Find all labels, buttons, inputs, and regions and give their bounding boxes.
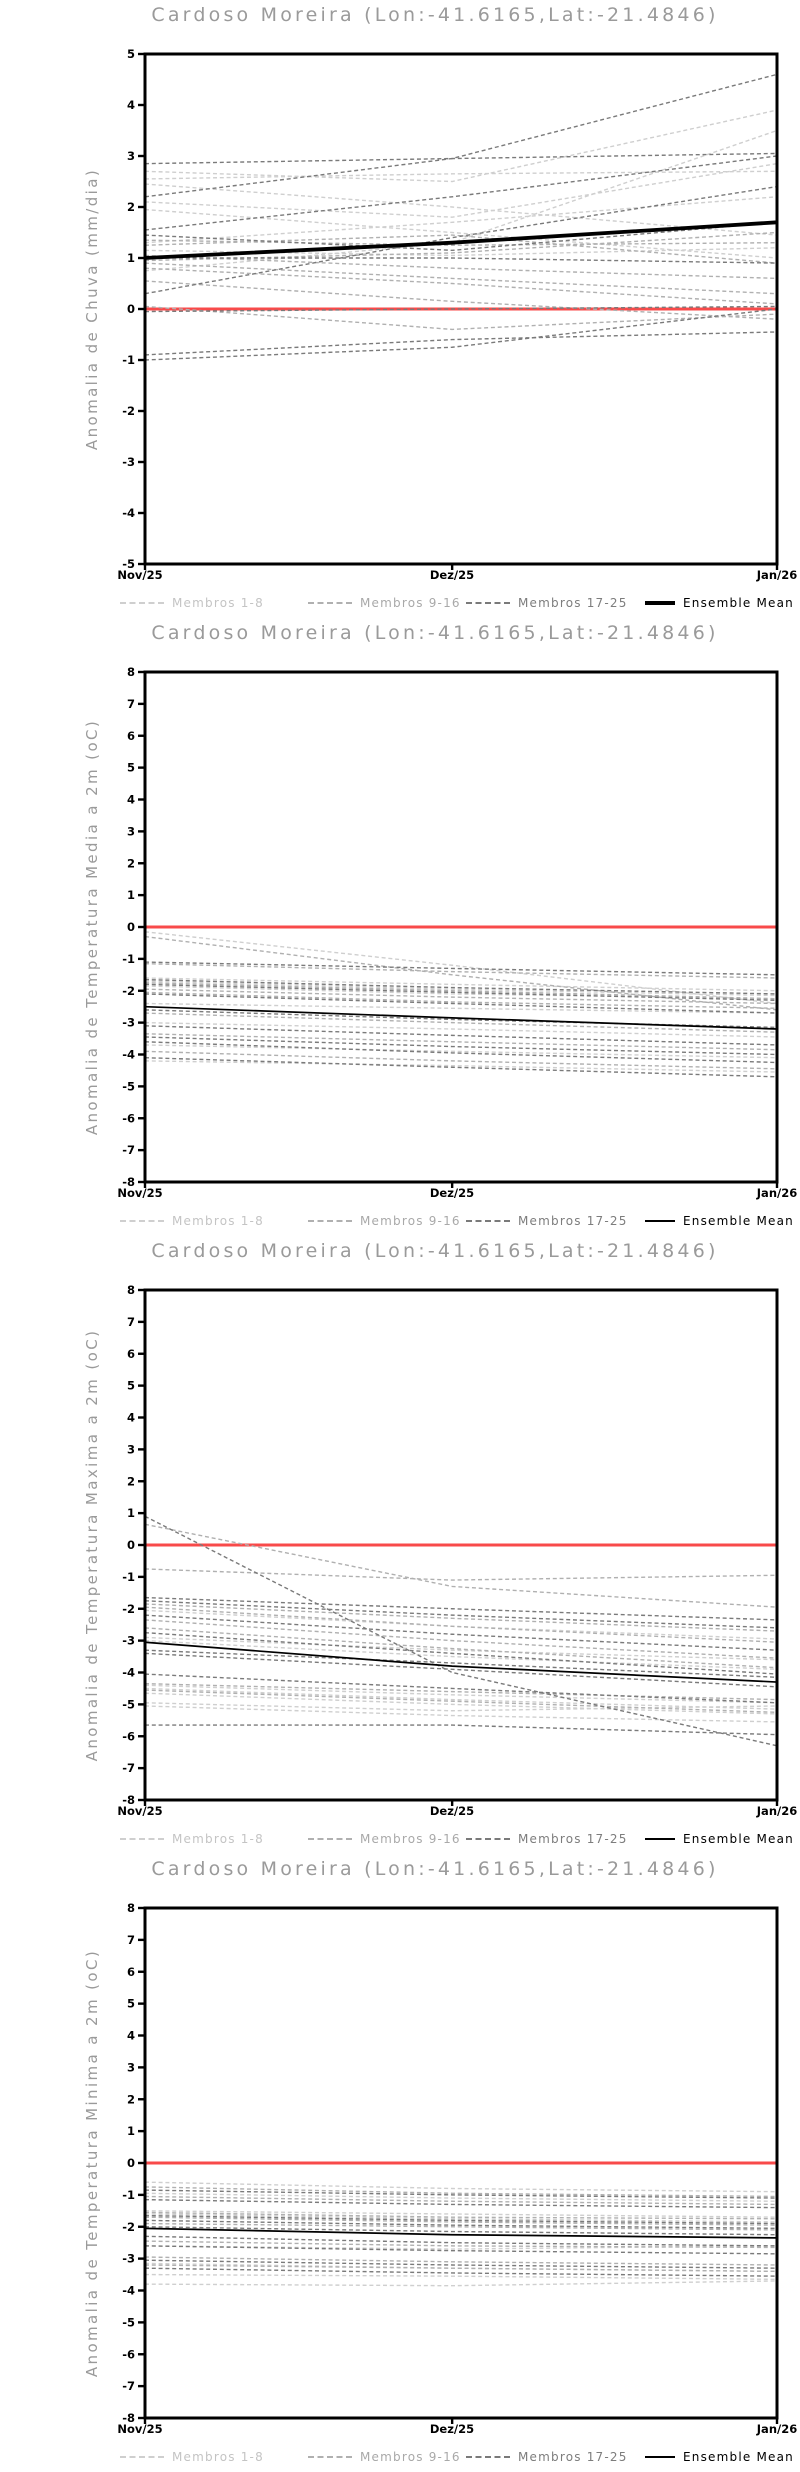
legend-item-membros-17-25 (466, 2450, 628, 2464)
legend-item-membros-1-8 (120, 1214, 264, 1228)
solid-line-sample-icon (645, 1838, 675, 1840)
y-tick-label: 4 (126, 98, 135, 112)
solid-line-sample-icon (645, 601, 675, 605)
dashed-line-sample-icon (466, 1220, 510, 1222)
y-tick-label: -7 (122, 1761, 135, 1776)
member-line-membros_1_8 (145, 110, 777, 181)
y-tick-label: 2 (126, 200, 135, 214)
member-line-membros_9_16 (145, 1524, 777, 1607)
legend-label: Ensemble Mean (683, 596, 794, 610)
x-tick-label-dez: Dez/25 (429, 2422, 475, 2436)
y-tick-label: 6 (126, 1346, 135, 1361)
y-tick-label: 7 (126, 1932, 135, 1947)
y-tick-label: 8 (126, 665, 135, 679)
y-tick-label: -5 (122, 557, 135, 571)
solid-line-sample-icon (645, 1220, 675, 1222)
y-tick-label: 4 (126, 792, 135, 807)
y-tick-label: 0 (126, 920, 135, 934)
legend-label: Membros 9-16 (360, 1832, 461, 1846)
legend-label: Membros 9-16 (360, 1214, 461, 1228)
y-tick-label: -4 (122, 2283, 135, 2298)
y-tick-label: 3 (126, 149, 135, 163)
member-line-membros_9_16 (145, 2265, 777, 2271)
member-line-membros_1_8 (145, 171, 777, 179)
y-tick-label: -6 (122, 1111, 135, 1126)
legend-label: Ensemble Mean (683, 2450, 794, 2464)
legend-item-membros-1-8 (120, 596, 264, 610)
member-line-membros_9_16 (145, 1620, 777, 1658)
y-tick-label: 5 (126, 1996, 135, 2011)
y-tick-label: -3 (122, 1633, 135, 1648)
x-tick-label-jan: Jan/26 (756, 2422, 798, 2436)
y-tick-label: 2 (126, 1474, 135, 1489)
member-line-membros_1_8 (145, 1706, 777, 1722)
precipitation-anomaly-plot (0, 0, 800, 618)
dashed-line-sample-icon (120, 2456, 164, 2458)
chart-block-min-temperature (0, 1854, 800, 2472)
y-tick-label: 0 (126, 1538, 135, 1552)
member-line-membros_17_25 (145, 153, 777, 163)
legend-item-membros-17-25 (466, 1214, 628, 1228)
legend-label: Membros 17-25 (518, 2450, 628, 2464)
member-line-membros_9_16 (145, 2257, 777, 2265)
y-axis-label: Anomalia de Temperatura Maxima a 2m (oC) (83, 1328, 101, 1762)
y-tick-label: 2 (126, 856, 135, 871)
member-line-membros_17_25 (145, 258, 777, 263)
member-line-membros_17_25 (145, 2268, 777, 2276)
member-line-membros_1_8 (145, 2211, 777, 2217)
dashed-line-sample-icon (466, 2456, 510, 2458)
legend-label: Membros 1-8 (172, 1832, 264, 1846)
y-tick-label: 8 (126, 1901, 135, 1915)
dashed-line-sample-icon (120, 602, 164, 604)
member-line-membros_17_25 (145, 980, 777, 994)
dashed-line-sample-icon (308, 2456, 352, 2458)
y-tick-label: -5 (122, 2315, 135, 2330)
chart-block-max-temperature (0, 1236, 800, 1854)
y-tick-label: -2 (122, 983, 135, 998)
x-tick-label-dez: Dez/25 (429, 1186, 475, 1200)
legend-label: Membros 17-25 (518, 1832, 628, 1846)
legend (0, 1214, 800, 1234)
y-tick-label: -6 (122, 1729, 135, 1744)
y-tick-label: -6 (122, 2347, 135, 2362)
y-tick-label: 4 (126, 2028, 135, 2043)
y-axis-label: Anomalia de Chuva (mm/dia) (83, 167, 101, 451)
legend (0, 596, 800, 616)
y-tick-label: 0 (126, 2156, 135, 2170)
x-tick-label-nov: Nov/25 (117, 1804, 163, 1818)
x-tick-label-nov: Nov/25 (117, 568, 163, 582)
y-tick-label: 2 (126, 2092, 135, 2107)
x-tick-label-jan: Jan/26 (756, 1186, 798, 1200)
y-tick-label: 3 (126, 1442, 135, 1457)
y-tick-label: -3 (122, 2251, 135, 2266)
y-tick-label: 8 (126, 1283, 135, 1297)
member-line-membros_17_25 (145, 74, 777, 196)
legend-label: Membros 1-8 (172, 596, 264, 610)
member-line-membros_1_8 (145, 2182, 777, 2192)
legend-item-membros-9-16 (308, 596, 461, 610)
y-tick-label: -1 (122, 353, 135, 367)
member-line-membros_17_25 (145, 1598, 777, 1620)
y-tick-label: -8 (122, 1793, 135, 1807)
y-tick-label: 6 (126, 728, 135, 743)
member-line-membros_17_25 (145, 1674, 777, 1703)
member-line-membros_9_16 (145, 1569, 777, 1580)
legend-label: Membros 17-25 (518, 596, 628, 610)
mean-temperature-anomaly-plot (0, 618, 800, 1236)
x-tick-label-jan: Jan/26 (756, 568, 798, 582)
y-tick-label: 5 (126, 1378, 135, 1393)
y-tick-label: -1 (122, 1569, 135, 1584)
chart-title: Cardoso Moreira (Lon:-41.6165,Lat:-21.4846) (151, 4, 719, 26)
y-tick-label: -2 (122, 1601, 135, 1616)
legend-item-membros-9-16 (308, 2450, 461, 2464)
legend-label: Membros 1-8 (172, 2450, 264, 2464)
y-tick-label: 1 (126, 251, 135, 265)
member-line-membros_9_16 (145, 255, 777, 278)
y-tick-label: -1 (122, 2187, 135, 2202)
y-tick-label: 7 (126, 696, 135, 711)
legend-label: Ensemble Mean (683, 1214, 794, 1228)
dashed-line-sample-icon (308, 1838, 352, 1840)
dashed-line-sample-icon (308, 1220, 352, 1222)
dashed-line-sample-icon (120, 1838, 164, 1840)
chart-title: Cardoso Moreira (Lon:-41.6165,Lat:-21.4846) (151, 1858, 719, 1880)
dashed-line-sample-icon (466, 602, 510, 604)
legend-label: Ensemble Mean (683, 1832, 794, 1846)
y-tick-label: -1 (122, 951, 135, 966)
x-tick-label-dez: Dez/25 (429, 1804, 475, 1818)
legend-label: Membros 9-16 (360, 2450, 461, 2464)
y-tick-label: -5 (122, 1079, 135, 1094)
chart-block-mean-temperature (0, 618, 800, 1236)
dashed-line-sample-icon (308, 602, 352, 604)
solid-line-sample-icon (645, 2456, 675, 2458)
y-tick-label: 5 (126, 47, 135, 61)
member-line-membros_17_25 (145, 332, 777, 355)
member-line-membros_9_16 (145, 263, 777, 294)
member-line-membros_9_16 (145, 281, 777, 319)
y-tick-label: -4 (122, 506, 135, 520)
legend-label: Membros 1-8 (172, 1214, 264, 1228)
legend-item-membros-17-25 (466, 1832, 628, 1846)
y-tick-label: -7 (122, 2379, 135, 2394)
y-tick-label: -7 (122, 1143, 135, 1158)
y-tick-label: 7 (126, 1314, 135, 1329)
chart-title: Cardoso Moreira (Lon:-41.6165,Lat:-21.4846) (151, 1240, 719, 1262)
legend-item-membros-9-16 (308, 1832, 461, 1846)
y-axis-label: Anomalia de Temperatura Minima a 2m (oC) (83, 1948, 101, 2378)
member-line-membros_17_25 (145, 156, 777, 230)
member-line-membros_1_8 (145, 2281, 777, 2286)
x-tick-label-nov: Nov/25 (117, 2422, 163, 2436)
member-line-membros_9_16 (145, 964, 777, 978)
legend (0, 2450, 800, 2470)
legend-item-ensemble-mean (645, 596, 794, 610)
chart-block-precipitation (0, 0, 800, 618)
y-tick-label: -2 (122, 404, 135, 418)
y-tick-label: -5 (122, 1697, 135, 1712)
y-tick-label: 6 (126, 1964, 135, 1979)
y-tick-label: 3 (126, 2060, 135, 2075)
y-tick-label: -2 (122, 2219, 135, 2234)
x-tick-label-jan: Jan/26 (756, 1804, 798, 1818)
dashed-line-sample-icon (120, 1220, 164, 1222)
legend-item-membros-1-8 (120, 1832, 264, 1846)
legend-item-membros-17-25 (466, 596, 628, 610)
y-tick-label: -4 (122, 1665, 135, 1680)
y-axis-label: Anomalia de Temperatura Media a 2m (oC) (83, 718, 101, 1136)
y-tick-label: -8 (122, 2411, 135, 2425)
legend-item-ensemble-mean (645, 1832, 794, 1846)
y-tick-label: -8 (122, 1175, 135, 1189)
member-line-membros_9_16 (145, 268, 777, 304)
y-tick-label: 1 (126, 888, 135, 903)
max-temperature-anomaly-plot (0, 1236, 800, 1854)
member-line-membros_17_25 (145, 1653, 777, 1686)
dashed-line-sample-icon (466, 1838, 510, 1840)
legend-item-membros-1-8 (120, 2450, 264, 2464)
legend-item-membros-9-16 (308, 1214, 461, 1228)
legend-item-ensemble-mean (645, 1214, 794, 1228)
legend (0, 1832, 800, 1852)
min-temperature-anomaly-plot (0, 1854, 800, 2472)
y-tick-label: -4 (122, 1047, 135, 1062)
member-line-membros_9_16 (145, 1690, 777, 1712)
y-tick-label: 1 (126, 1506, 135, 1521)
x-tick-label-dez: Dez/25 (429, 568, 475, 582)
member-line-membros_17_25 (145, 962, 777, 975)
chart-title: Cardoso Moreira (Lon:-41.6165,Lat:-21.4846) (151, 622, 719, 644)
member-line-membros_17_25 (145, 1615, 777, 1650)
y-tick-label: 0 (126, 302, 135, 316)
y-tick-label: 5 (126, 760, 135, 775)
x-tick-label-nov: Nov/25 (117, 1186, 163, 1200)
member-line-membros_17_25 (145, 1725, 777, 1735)
member-line-membros_9_16 (145, 1684, 777, 1700)
y-tick-label: 1 (126, 2124, 135, 2139)
member-line-membros_1_8 (145, 1004, 777, 1014)
y-tick-label: -3 (122, 1015, 135, 1030)
legend-label: Membros 9-16 (360, 596, 461, 610)
member-line-membros_17_25 (145, 187, 777, 294)
member-line-membros_9_16 (145, 1628, 777, 1668)
legend-label: Membros 17-25 (518, 1214, 628, 1228)
member-line-membros_17_25 (145, 1601, 777, 1628)
y-tick-label: 4 (126, 1410, 135, 1425)
legend-item-ensemble-mean (645, 2450, 794, 2464)
y-tick-label: 3 (126, 824, 135, 839)
y-tick-label: -3 (122, 455, 135, 469)
